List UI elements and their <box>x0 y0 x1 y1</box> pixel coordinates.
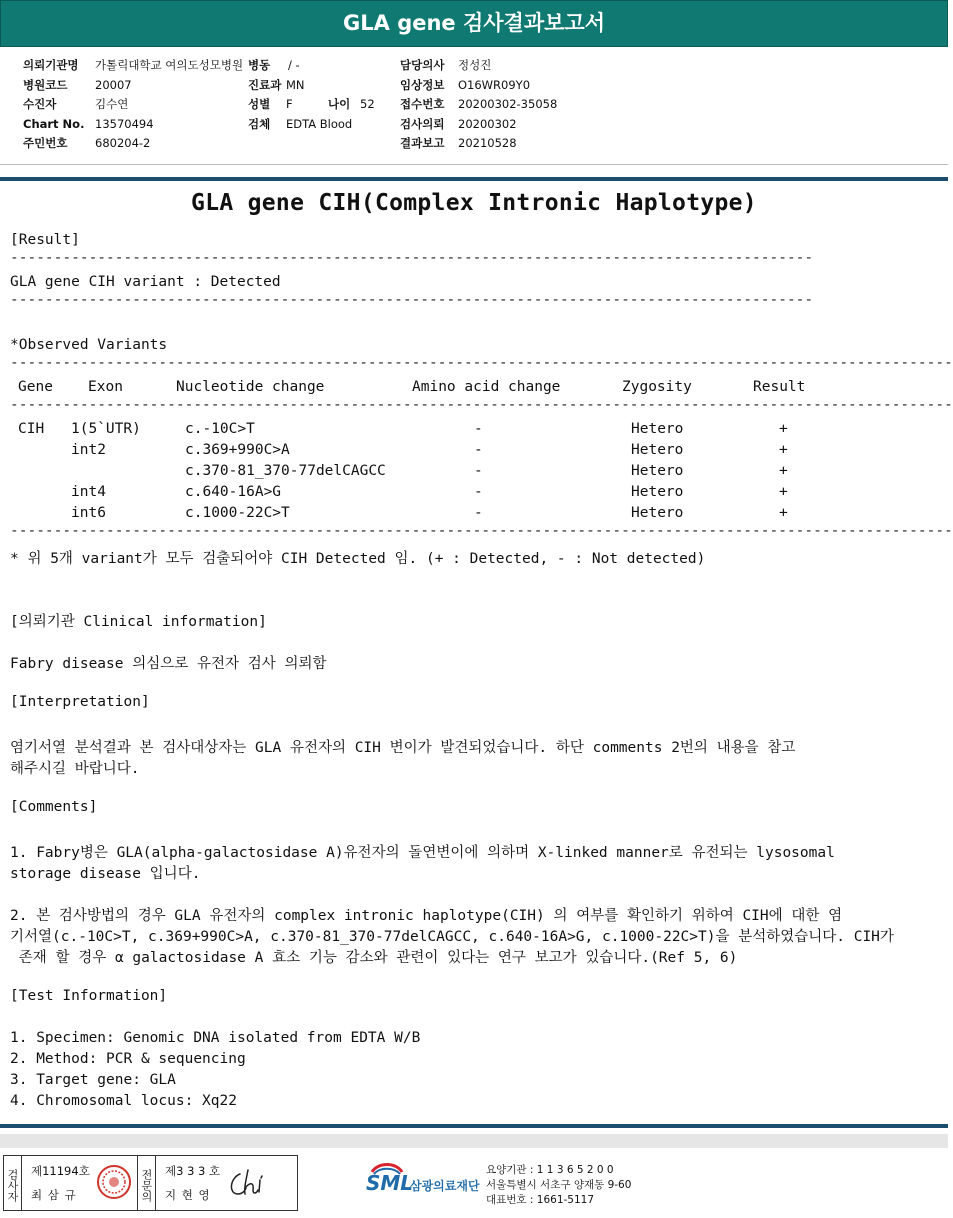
field-value: 13570494 <box>95 116 154 131</box>
cell-result: + <box>779 505 788 521</box>
column-header-nucleotide: Nucleotide change <box>176 379 325 395</box>
patient-info-left <box>23 56 243 154</box>
field-value: 가톨릭대학교 여의도성모병원 <box>95 58 244 72</box>
section-divider-top <box>0 177 948 181</box>
field-value: MN <box>286 77 305 92</box>
cell-exon: int4 <box>71 484 106 500</box>
cell-zygosity: Hetero <box>631 442 684 458</box>
cell-nucleotide: c.1000-22C>T <box>185 505 290 521</box>
report-title-bar <box>0 0 948 47</box>
field-value: EDTA Blood <box>286 116 353 131</box>
report-main-title: GLA gene 검사결과보고서 <box>343 11 605 35</box>
cell-zygosity: Hetero <box>631 421 684 437</box>
observed-variants-heading: *Observed Variants <box>10 337 168 353</box>
cell-nucleotide: c.369+990C>A <box>185 442 290 458</box>
test-info-heading: [Test Information] <box>10 988 168 1004</box>
inspector-number: 제11194호 <box>31 1164 90 1178</box>
field-value: 20200302 <box>458 116 517 131</box>
comment-line: 기서열(c.-10C>T, c.369+990C>A, c.370-81_370-77delCAGCC, c.640-16A>G, c.1000-22C>T)을 분석하였습니다. CIH가 <box>10 929 894 945</box>
interpretation-line: 염기서열 분석결과 본 검사대상자는 GLA 유전자의 CIH 변이가 발견되었습니다. 하단 comments 2번의 내용을 참고 <box>10 740 796 756</box>
patient-info-middle <box>248 56 375 134</box>
cell-nucleotide: c.370-81_370-77delCAGCC <box>185 463 386 479</box>
age-value: 52 <box>360 97 375 111</box>
field-value: 김수연 <box>95 97 129 111</box>
cell-result: + <box>779 421 788 437</box>
dashed-rule: ------------------------------------------------------------------------------------------------------------ <box>10 523 953 539</box>
interpretation-line: 해주시길 바랍니다. <box>10 761 140 777</box>
comments-heading: [Comments] <box>10 799 98 815</box>
cell-zygosity: Hetero <box>631 484 684 500</box>
approver-number: 제3 3 3 호 <box>165 1164 221 1178</box>
org-name: 삼광의료재단 <box>410 1179 480 1193</box>
cell-zygosity: Hetero <box>631 505 684 521</box>
field-label: 수진자 <box>23 97 57 111</box>
cell-amino-acid: - <box>474 505 483 521</box>
field-label: 병동 <box>248 58 271 72</box>
footer-band <box>0 1134 948 1148</box>
comment-line: 1. Fabry병은 GLA(alpha-galactosidase A)유전자의 돌연변이에 의하며 X-linked manner로 유전되는 lysosomal <box>10 845 835 861</box>
cell-exon: int2 <box>71 442 106 458</box>
patient-info-right <box>400 56 557 154</box>
table-note: * 위 5개 variant가 모두 검출되어야 CIH Detected 임. (+ : Detected, - : Not detected) <box>10 551 706 567</box>
field-label: 접수번호 <box>400 97 445 111</box>
field-label: 진료과 <box>248 77 282 92</box>
result-heading: [Result] <box>10 232 80 248</box>
column-header-gene: Gene <box>18 379 53 395</box>
age-label: 나이 <box>328 97 351 111</box>
field-label: 검사의뢰 <box>400 116 445 131</box>
field-value: 20210528 <box>458 136 517 150</box>
dashed-rule: ------------------------------------------------------------------------------------------------------------ <box>10 397 953 413</box>
report-title: GLA gene CIH(Complex Intronic Haplotype) <box>191 190 757 216</box>
field-label: Chart No. <box>23 116 85 131</box>
approver-label: 전문의 <box>138 1156 156 1210</box>
test-info-line: 4. Chromosomal locus: Xq22 <box>10 1093 237 1109</box>
field-value: O16WR09Y0 <box>458 77 531 92</box>
cell-result: + <box>779 484 788 500</box>
signature-box <box>3 1155 298 1211</box>
field-label: 성별 <box>248 97 271 111</box>
field-value: 20007 <box>95 77 132 92</box>
dashed-rule: -------------------------------------------------------------------------------------------- <box>10 292 814 308</box>
field-value: / - <box>288 58 300 72</box>
cell-amino-acid: - <box>474 421 483 437</box>
field-value: F <box>286 97 293 111</box>
cell-gene: CIH <box>18 421 45 437</box>
seal-stamp-icon <box>96 1164 132 1200</box>
org-phone: 대표번호 : 1661-5117 <box>486 1194 595 1206</box>
column-header-result: Result <box>753 379 806 395</box>
field-label: 결과보고 <box>400 136 445 150</box>
test-info-line: 1. Specimen: Genomic DNA isolated from EDTA W/B <box>10 1030 421 1046</box>
header-divider <box>0 164 948 165</box>
field-value: 정성진 <box>458 58 492 72</box>
field-label: 임상정보 <box>400 77 445 92</box>
signature-icon <box>226 1166 270 1200</box>
comment-line: 존재 할 경우 α galactosidase A 효소 기능 감소와 관련이 있다는 연구 보고가 있습니다.(Ref 5, 6) <box>10 950 738 966</box>
column-header-amino-acid: Amino acid change <box>412 379 561 395</box>
field-label: 병원코드 <box>23 77 68 92</box>
cell-nucleotide: c.640-16A>G <box>185 484 282 500</box>
test-info-line: 2. Method: PCR & sequencing <box>10 1051 246 1067</box>
field-value: 680204-2 <box>95 136 151 150</box>
field-label: 주민번호 <box>23 136 68 150</box>
comment-line: 2. 본 검사방법의 경우 GLA 유전자의 complex intronic haplotype(CIH) 의 여부를 확인하기 위하여 CIH에 대한 염 <box>10 908 843 924</box>
cell-zygosity: Hetero <box>631 463 684 479</box>
field-label: 검체 <box>248 116 271 131</box>
test-info-line: 3. Target gene: GLA <box>10 1072 176 1088</box>
institution-code: 요양기관 : 1 1 3 6 5 2 0 0 <box>486 1164 614 1176</box>
dashed-rule: -------------------------------------------------------------------------------------------- <box>10 250 814 266</box>
comment-line: storage disease 입니다. <box>10 866 201 882</box>
interpretation-heading: [Interpretation] <box>10 694 150 710</box>
result-line: GLA gene CIH variant : Detected <box>10 274 281 290</box>
field-label: 담당의사 <box>400 58 445 72</box>
cell-result: + <box>779 442 788 458</box>
cell-exon: int6 <box>71 505 106 521</box>
cell-nucleotide: c.-10C>T <box>185 421 255 437</box>
cell-result: + <box>779 463 788 479</box>
inspector-name: 최 삼 규 <box>31 1188 77 1202</box>
cell-amino-acid: - <box>474 463 483 479</box>
inspector-label: 검사자 <box>4 1156 22 1210</box>
clinical-text: Fabry disease 의심으로 유전자 검사 의뢰함 <box>10 656 327 672</box>
column-header-exon: Exon <box>88 379 123 395</box>
column-header-zygosity: Zygosity <box>622 379 692 395</box>
approver-name: 지 현 영 <box>165 1188 211 1202</box>
cell-amino-acid: - <box>474 442 483 458</box>
field-label: 의뢰기관명 <box>23 58 79 72</box>
logo-text: SML <box>366 1171 414 1195</box>
cell-exon: 1(5`UTR) <box>71 421 141 437</box>
field-value: 20200302-35058 <box>458 97 558 111</box>
dashed-rule: ------------------------------------------------------------------------------------------------------------ <box>10 355 953 371</box>
clinical-heading: [의뢰기관 Clinical information] <box>10 614 267 630</box>
section-divider-bottom <box>0 1124 948 1128</box>
org-address: 서울특별시 서초구 양재동 9-60 <box>486 1179 632 1191</box>
cell-amino-acid: - <box>474 484 483 500</box>
